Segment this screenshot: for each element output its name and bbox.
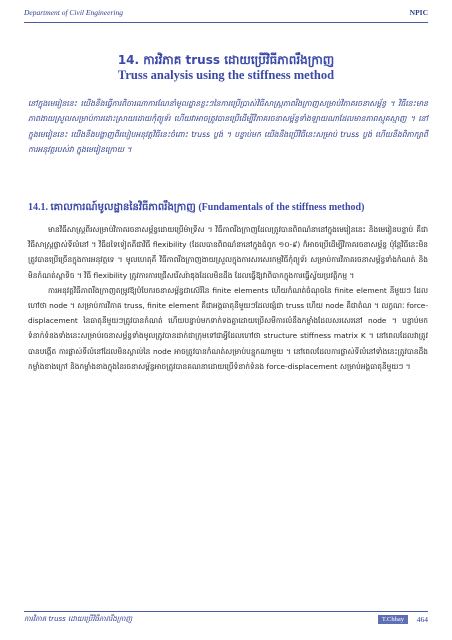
footer-author-badge: T.Chhay xyxy=(378,615,408,624)
chapter-title-khmer: 14. ការវិភាគ truss ដោយប្រើវិធីភាពរឹងក្រាញ xyxy=(117,53,335,67)
section-heading: 14.1. គោលការណ៍មូលដ្ឋាននៃវិធីភាពរឹងក្រាញ (Fundamentals of the stiffness method) xyxy=(28,202,365,213)
section-body xyxy=(28,222,428,374)
header-department: Department of Civil Engineering xyxy=(24,8,123,17)
page-footer xyxy=(24,611,428,626)
chapter-title-english: Truss analysis using the stiffness method xyxy=(117,68,335,82)
page-header xyxy=(24,8,428,23)
footer-page-number: 464 xyxy=(416,615,428,624)
header-institute: NPIC xyxy=(409,8,428,17)
body-paragraph-1: មានវិធីសាស្ត្រពីរសម្រាប់វិភាគរចនាសម្ព័ន្ធដោយប្រើម៉ាទ្រីស ។ វិធីភាពរឹងក្រាញដែលត្រូវបានពិពណ៌នានៅក្នុងមេរៀននេះ និងមេរៀនបន្ទាប់ គឺជាវិធីសាស្ត្រផ្លាស់ទីលំនៅ ។ វិធីដទៃទៀតគឺជាវិធី flexibility (ដែលបានពិពណ៌នានៅក្នុងជំពូក ១០-៩) ក៏អាចប្រើដើម្បីវិភាគរចនាសម្ព័ន្ធ ប៉ុន្តែវិធីនេះមិនត្រូវបានប្រើច្រើនក្នុងការអនុវត្តទេ ។ មូលហេតុគឺ វិធីភាពរឹងក្រាញងាយស្រួលក្នុងការសរសេរកម្មវិធីកុំព្យូទ័រ សម្រាប់ការវិភាគរចនាសម្ព័ន្ធទាំងកំណត់ និងមិនកំណត់ស្តាទិច ។ វិធី flexibility ត្រូវការការជ្រើសរើសរ៉ាឌុងដែលមិនដឹង ដែលធ្វើឱ្យវាពិបាកក្នុងការធ្វើស្វ័យប្រវត្តិកម្ម ។ xyxy=(28,225,428,280)
footer-chapter-title: ការវិភាគ truss ដោយប្រើវិធីភាពរឹងក្រាញ xyxy=(24,615,133,623)
body-paragraph-2: ការអនុវត្តវិធីភាពរឹងក្រាញតម្រូវឱ្យបំបែករចនាសម្ព័ន្ធជាស៊េរីនៃ finite elements ហើយកំណត់ចំណុចនៃ finite element នីមួយៗ ដែលហៅថា node ។ សម្រាប់ការវិភាគ truss, finite element គឺជាអង្គធាតុនីមួយៗដែលផ្សំជា truss ហើយ node គឺជាតំណ ។ លក្ខណៈ force-displacement នៃធាតុនីមួយៗត្រូវបានកំណត់ ហើយបន្ទាប់មកទាក់ទងគ្នាដោយប្រើសមីការលំនឹងកម្លាំងដែលសរសេរនៅ node ។ បន្ទាប់មក ទំនាក់ទំនងទាំងនេះសម្រាប់រចនាសម្ព័ន្ធទាំងមូលត្រូវបានដាក់ជាក្រុមទៅជាអ្វីដែលហៅថា structure stiffness matrix K ។ នៅពេលដែលវាត្រូវបានបង្កើត ការផ្លាស់ទីលំនៅដែលមិនស្គាល់នៃ node អាចត្រូវបានកំណត់សម្រាប់បន្ទុកណាមួយ ។ នៅពេលដែលការផ្លាស់ទីលំនៅទាំងនេះត្រូវបានដឹង កម្លាំងខាងក្រៅ និងកម្លាំងខាងក្នុងនៃរចនាសម្ព័ន្ធអាចត្រូវបានគណនាដោយប្រើទំនាក់ទំនង force-displacement សម្រាប់អង្គធាតុនីមួយៗ ។ xyxy=(28,285,428,371)
intro-paragraph: នៅក្នុងមេរៀននេះ យើងនឹងធ្វើការពិចារណាការណែនាំមូលដ្ឋានខ្លះៗនៃការប្រើប្រាស់វិធីសាស្ត្រភាពរឹងក្រាញសម្រាប់វិភាគរចនាសម្ព័ន្ធ ។ វិធីនេះមានភាពងាយស្រួលសម្រាប់ការដោះស្រាយដោយកុំព្យូទ័រ ហើយវាអាចត្រូវបានប្រើដើម្បីវិភាគរចនាសម្ព័ន្ធទាំងឡាយណាដែលមានភាពស្មុគស្មាញ ។ នៅក្នុងមេរៀននេះ យើងនឹងបង្ហាញពីរបៀបអនុវត្តវិធីនេះចំពោះ truss ប្លង់ ។ បន្ទាប់មក យើងនឹងប្រើវិធីនេះសម្រាប់ truss ប្លង់ ហើយនឹងពិភាក្សាពីការអនុវត្តរបស់វា ក្នុងមេរៀនក្រោយ ។ xyxy=(28,99,428,154)
